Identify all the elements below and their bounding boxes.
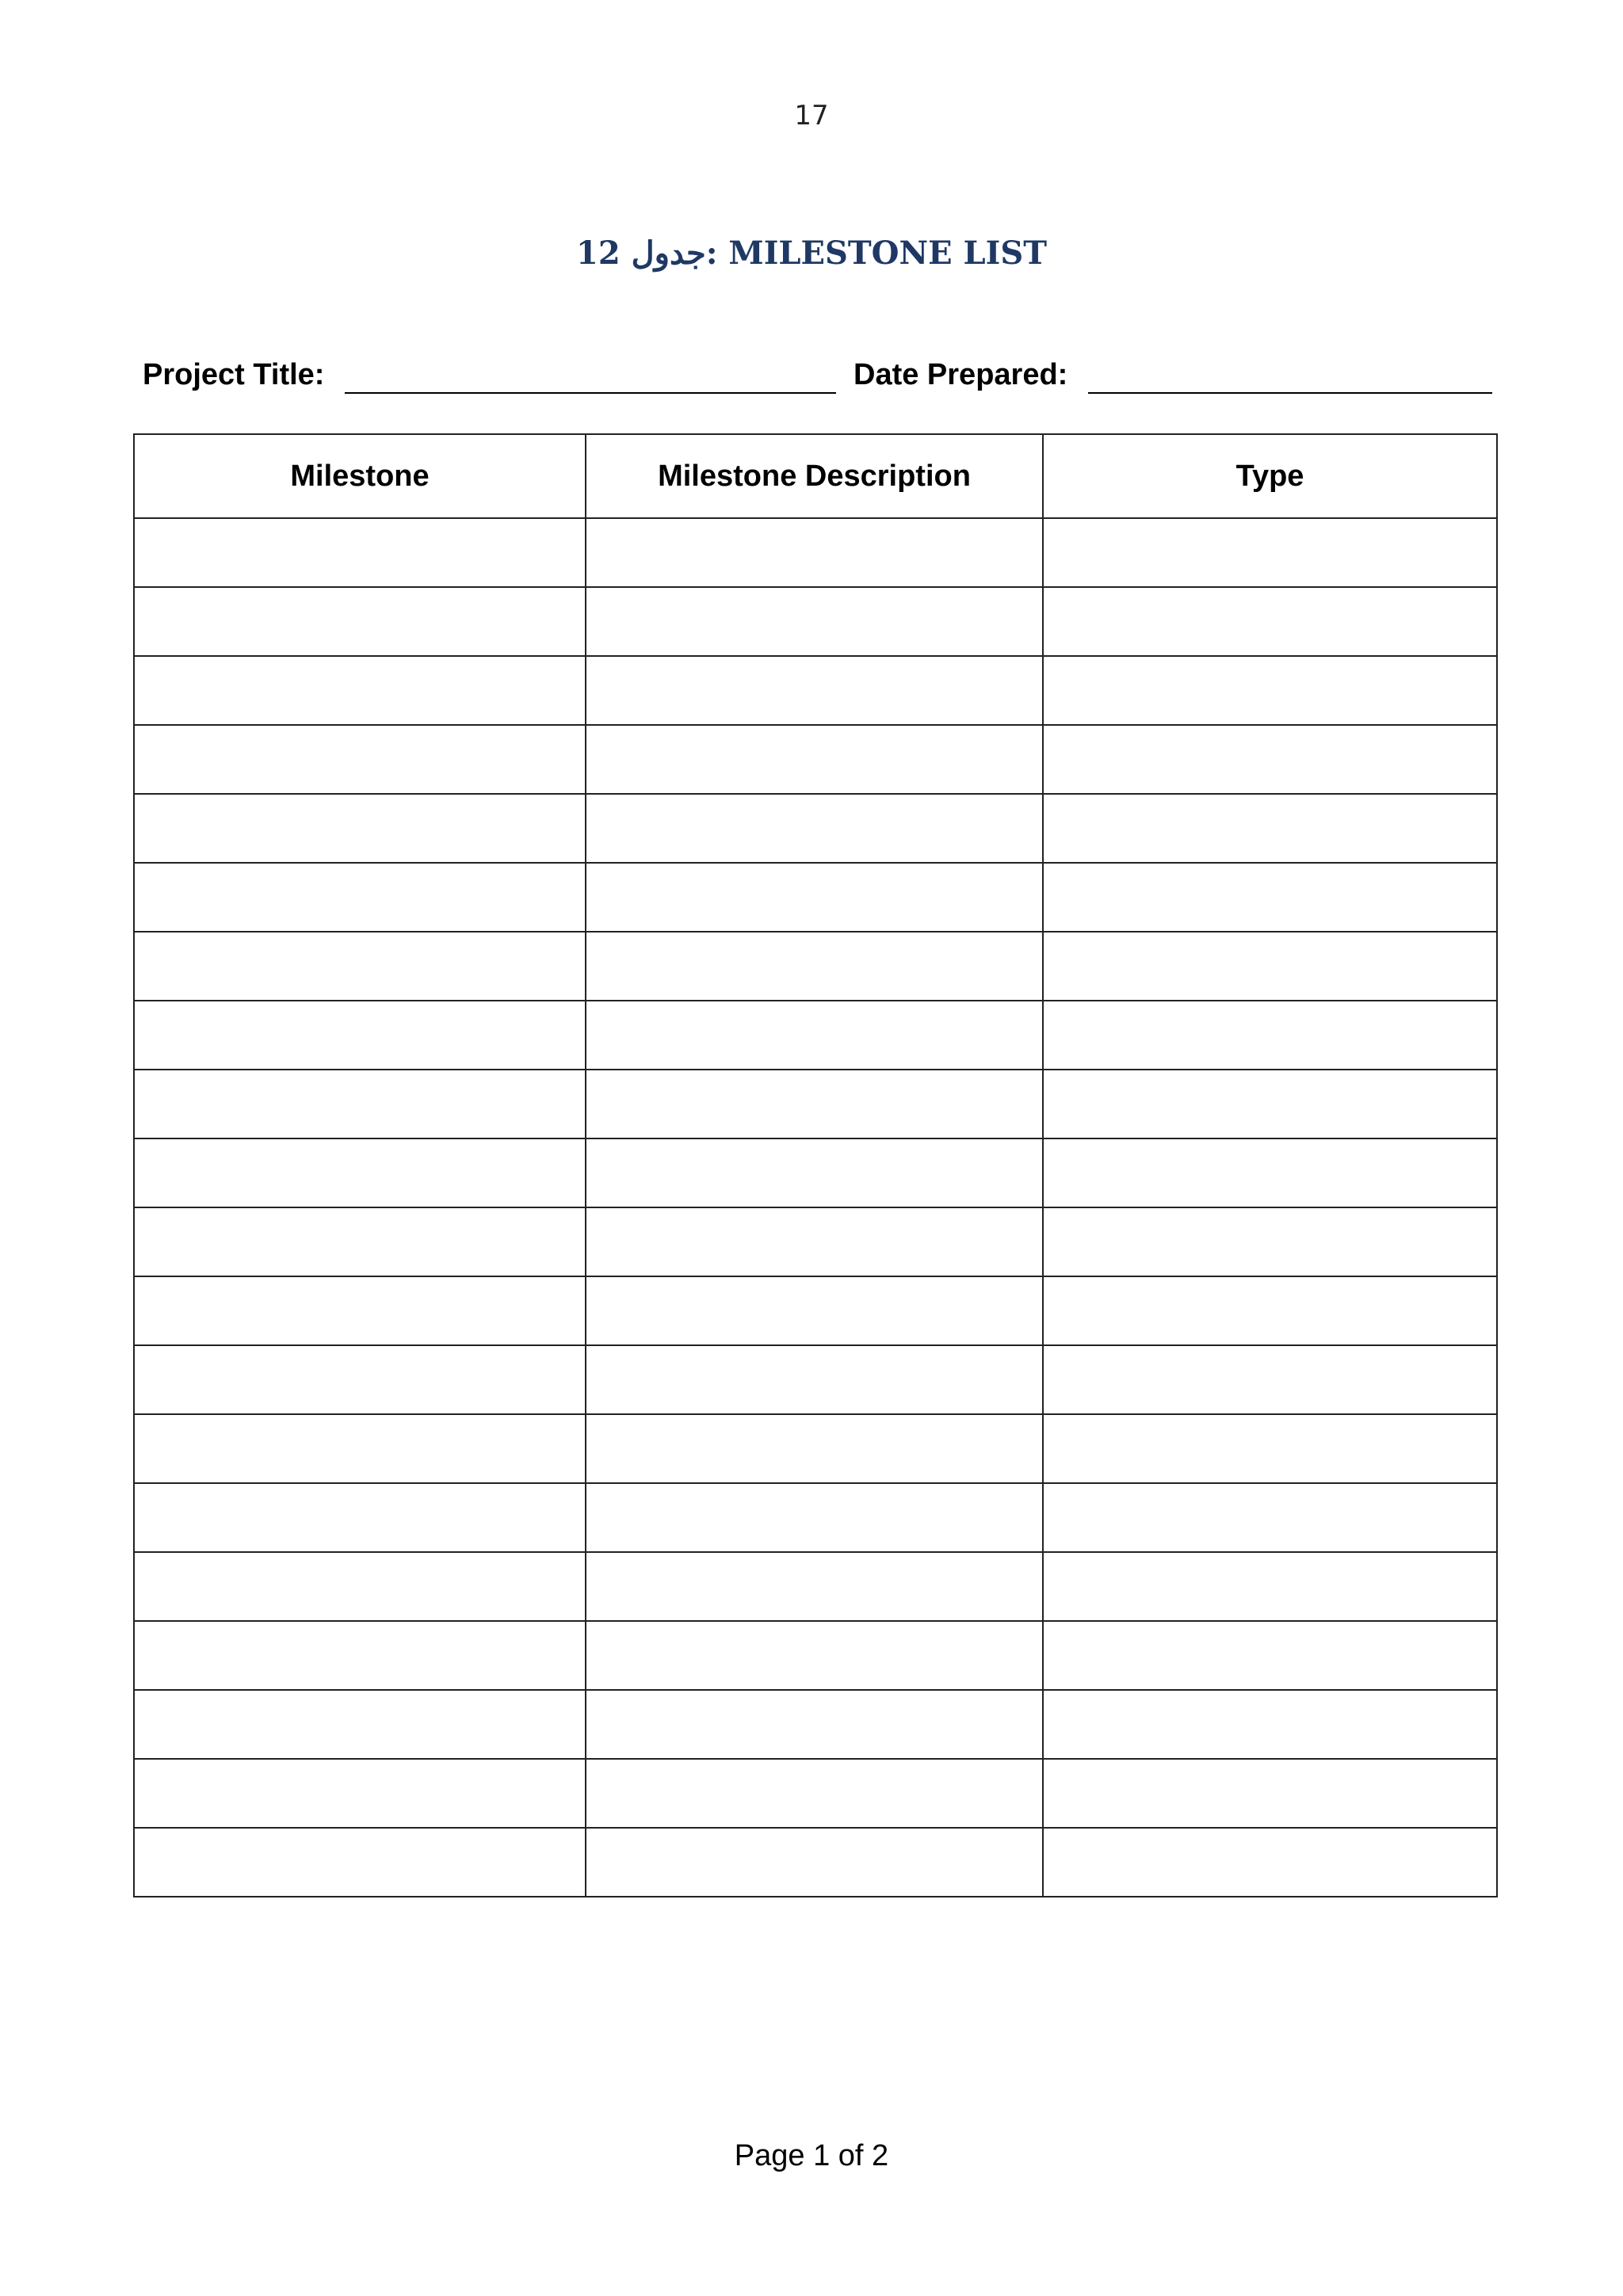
table-cell-milestone[interactable]: [134, 518, 586, 587]
table-cell-milestone[interactable]: [134, 1276, 586, 1345]
date-prepared-field[interactable]: [1088, 392, 1492, 394]
table-cell-milestone-description[interactable]: [586, 1138, 1043, 1207]
project-title-label: Project Title:: [143, 358, 325, 391]
table-cell-milestone[interactable]: [134, 1345, 586, 1414]
table-cell-milestone[interactable]: [134, 725, 586, 794]
table-cell-milestone-description[interactable]: [586, 1414, 1043, 1483]
table-cell-milestone[interactable]: [134, 1690, 586, 1759]
table-cell-milestone-description[interactable]: [586, 1276, 1043, 1345]
table-row: [134, 1001, 1497, 1070]
table-row: [134, 1552, 1497, 1621]
table-cell-type[interactable]: [1043, 1483, 1497, 1552]
table-row: [134, 725, 1497, 794]
page-number: 17: [794, 100, 829, 132]
table-cell-milestone[interactable]: [134, 656, 586, 725]
table-cell-type[interactable]: [1043, 1828, 1497, 1897]
page-footer: Page 1 of 2: [734, 2139, 889, 2172]
table-row: [134, 794, 1497, 863]
table-cell-type[interactable]: [1043, 1414, 1497, 1483]
table-cell-type[interactable]: [1043, 1138, 1497, 1207]
table-cell-milestone-description[interactable]: [586, 725, 1043, 794]
table-cell-type[interactable]: [1043, 1070, 1497, 1138]
table-cell-type[interactable]: [1043, 1690, 1497, 1759]
table-cell-type[interactable]: [1043, 1621, 1497, 1690]
table-row: [134, 1207, 1497, 1276]
table-row: [134, 656, 1497, 725]
table-cell-milestone[interactable]: [134, 932, 586, 1001]
table-row: [134, 1345, 1497, 1414]
table-cell-type[interactable]: [1043, 587, 1497, 656]
table-body: [134, 518, 1497, 1897]
date-prepared-label: Date Prepared:: [854, 358, 1068, 391]
table-row: [134, 587, 1497, 656]
table-cell-type[interactable]: [1043, 1759, 1497, 1828]
table-row: [134, 1483, 1497, 1552]
table-row: [134, 1138, 1497, 1207]
table-cell-milestone-description[interactable]: [586, 1345, 1043, 1414]
table-row: [134, 1621, 1497, 1690]
column-header-milestone: Milestone: [134, 434, 586, 518]
table-cell-milestone-description[interactable]: [586, 1552, 1043, 1621]
table-row: [134, 518, 1497, 587]
table-cell-type[interactable]: [1043, 1552, 1497, 1621]
table-cell-type[interactable]: [1043, 1345, 1497, 1414]
page-title: جدول 12: MILESTONE LIST: [576, 235, 1047, 272]
table-cell-milestone[interactable]: [134, 1207, 586, 1276]
table-cell-milestone[interactable]: [134, 1001, 586, 1070]
milestone-table: [133, 433, 1498, 1897]
table-cell-milestone-description[interactable]: [586, 1690, 1043, 1759]
table-cell-type[interactable]: [1043, 656, 1497, 725]
table-cell-milestone-description[interactable]: [586, 932, 1043, 1001]
table-cell-type[interactable]: [1043, 794, 1497, 863]
table-row: [134, 1070, 1497, 1138]
table-cell-milestone-description[interactable]: [586, 656, 1043, 725]
table-cell-milestone[interactable]: [134, 587, 586, 656]
table-cell-milestone-description[interactable]: [586, 1828, 1043, 1897]
table-cell-milestone-description[interactable]: [586, 794, 1043, 863]
table-cell-milestone[interactable]: [134, 1483, 586, 1552]
table-cell-type[interactable]: [1043, 725, 1497, 794]
column-header-milestone-description: Milestone Description: [586, 434, 1043, 518]
table-cell-milestone-description[interactable]: [586, 1207, 1043, 1276]
table-cell-type[interactable]: [1043, 1207, 1497, 1276]
table-cell-milestone-description[interactable]: [586, 1070, 1043, 1138]
table-cell-milestone-description[interactable]: [586, 1001, 1043, 1070]
table-cell-milestone[interactable]: [134, 1759, 586, 1828]
table-row: [134, 1759, 1497, 1828]
table-row: [134, 932, 1497, 1001]
table-cell-milestone[interactable]: [134, 863, 586, 932]
table-cell-milestone[interactable]: [134, 1070, 586, 1138]
table-row: [134, 1828, 1497, 1897]
table-cell-milestone[interactable]: [134, 1138, 586, 1207]
table-header-row: [134, 434, 1497, 518]
table-cell-milestone-description[interactable]: [586, 518, 1043, 587]
table-cell-type[interactable]: [1043, 1001, 1497, 1070]
table-row: [134, 1276, 1497, 1345]
project-title-field[interactable]: [345, 392, 836, 394]
table-cell-milestone-description[interactable]: [586, 863, 1043, 932]
table-cell-type[interactable]: [1043, 518, 1497, 587]
table-cell-milestone[interactable]: [134, 1828, 586, 1897]
table-cell-type[interactable]: [1043, 932, 1497, 1001]
table-cell-milestone[interactable]: [134, 1414, 586, 1483]
table-cell-milestone[interactable]: [134, 1552, 586, 1621]
table-cell-type[interactable]: [1043, 863, 1497, 932]
table-cell-milestone-description[interactable]: [586, 1759, 1043, 1828]
table-cell-type[interactable]: [1043, 1276, 1497, 1345]
table-row: [134, 1414, 1497, 1483]
table-row: [134, 863, 1497, 932]
table-cell-milestone[interactable]: [134, 794, 586, 863]
table-cell-milestone-description[interactable]: [586, 1621, 1043, 1690]
table-cell-milestone-description[interactable]: [586, 587, 1043, 656]
table-cell-milestone[interactable]: [134, 1621, 586, 1690]
table-row: [134, 1690, 1497, 1759]
header-fields: [143, 353, 1495, 400]
table-cell-milestone-description[interactable]: [586, 1483, 1043, 1552]
column-header-type: Type: [1043, 434, 1497, 518]
